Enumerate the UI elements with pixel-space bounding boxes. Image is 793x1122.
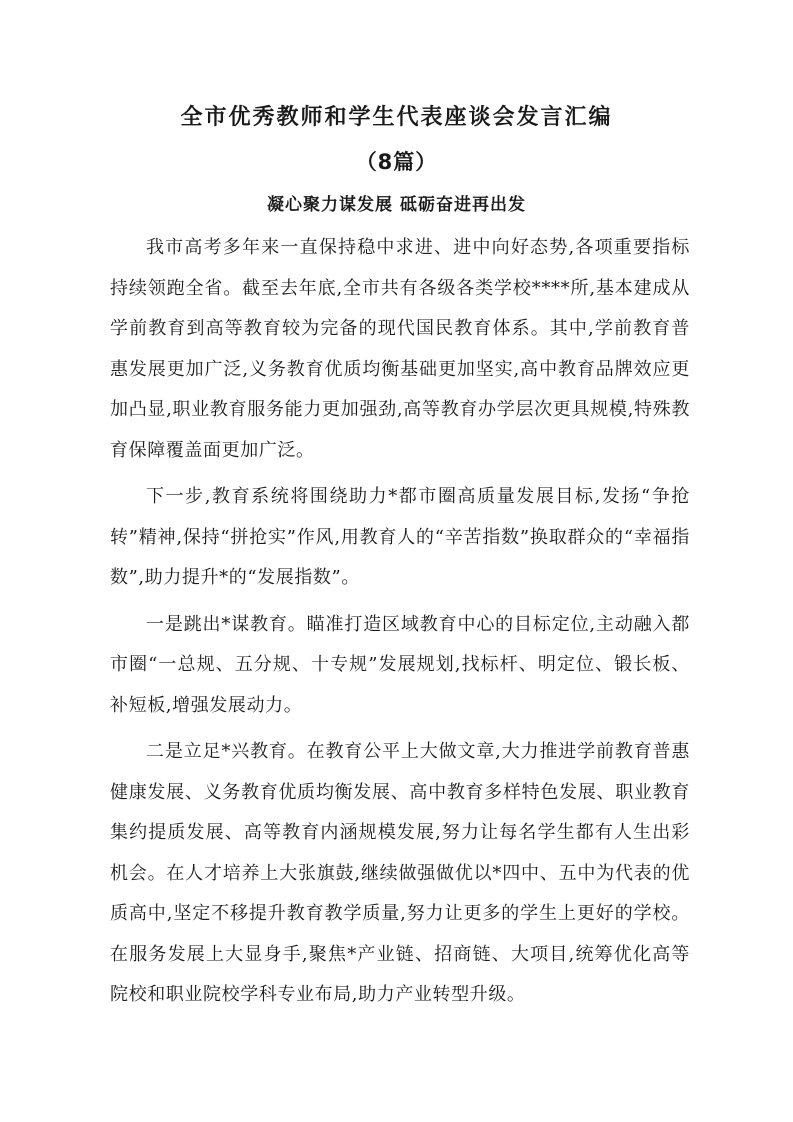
paragraph-4: 二是立足*兴教育。在教育公平上大做文章,大力推进学前教育普惠健康发展、义务教育优质均衡发展、高中教育多样特色发展、职业教育集约提质发展、高等教育内涵规模发展,努力让每名学生都有人生出彩机会。在人才培养上大张旗鼓,继续做强做优以*四中、五中为代表的优质高中,坚定不移提升教育教学质量,努力让更多的学生上更好的学校。在服务发展上大显身手,聚焦*产业链、招商链、大项目,统筹优化高等院校和职业院校学科专业布局,助力产业转型升级。: [110, 741, 690, 1005]
paragraph-1: 我市高考多年来一直保持稳中求进、进中向好态势,各项重要指标持续领跑全省。截至去年底,全市共有各级各类学校****所,基本建成从学前教育到高等教育较为完备的现代国民教育体系。其中,学前教育普惠发展更加广泛,义务教育优质均衡基础更加坚实,高中教育品牌效应更加凸显,职业教育服务能力更加强劲,高等教育办学层次更具规模,特殊教育保障覆盖面更加广泛。: [110, 237, 690, 461]
document-body: [110, 228, 690, 1022]
paragraph-2: 下一步,教育系统将围绕助力*都市圈高质量发展目标,发扬“争抢转”精神,保持“拼抢实”作风,用教育人的“辛苦指数”换取群众的“幸福指数”,助力提升*的“发展指数”。: [110, 486, 690, 588]
section-subtitle: 凝心聚力谋发展 砥砺奋进再出发: [267, 195, 526, 215]
document-title: 全市优秀教师和学生代表座谈会发言汇编: [180, 105, 613, 130]
document-count-label: （8篇）: [355, 150, 438, 174]
paragraph-3: 一是跳出*谋教育。瞄准打造区域教育中心的目标定位,主动融入都市圈“一总规、五分规、十专规”发展规划,找标杆、明定位、锻长板、补短板,增强发展动力。: [110, 613, 690, 716]
